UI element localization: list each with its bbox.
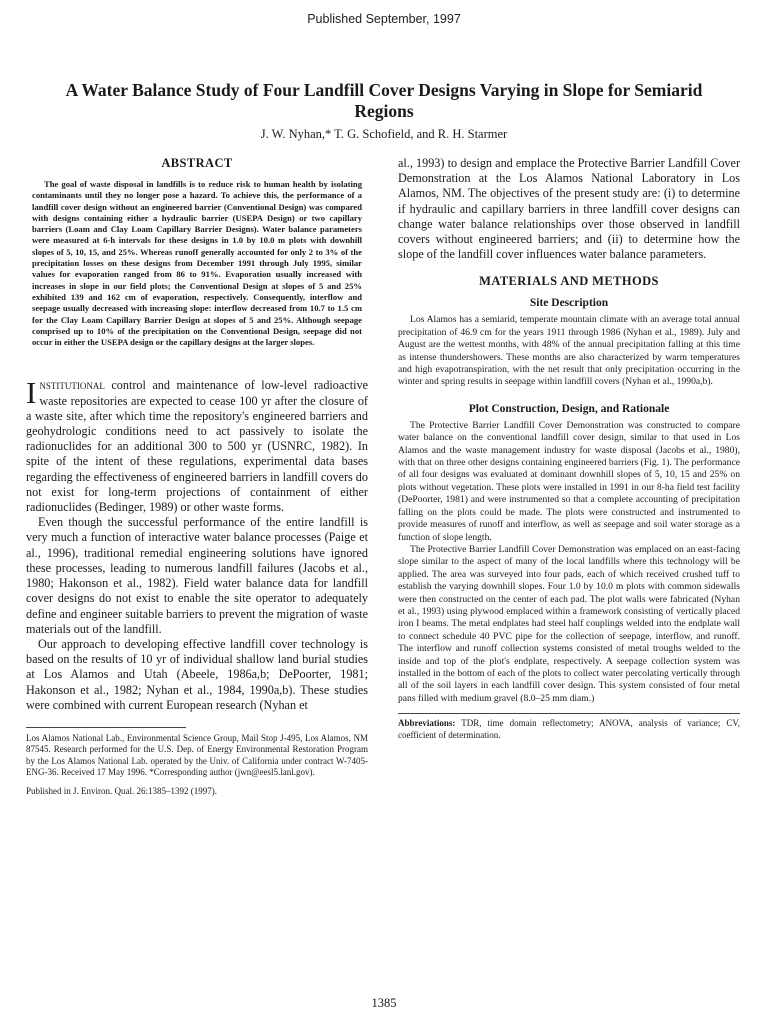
drop-cap: I [26,375,37,411]
publication-date: Published September, 1997 [307,12,461,26]
right-column [398,156,740,741]
abstract-text: The goal of waste disposal in landfills is to reduce risk to human health by isolating contaminants until they no longer pose a hazard. To achieve this, the performance of a landfill cover design without an engineered barrier (Conventional Design) was compared with designs containing either a hydraulic barrier (USEPA Design) or two capillary barriers (Loam and Clay Loam Capillary Barrier Designs). Water balance parameters were measured at 6-h intervals for these designs in 1.0 by 10.0 m plots with downhill slopes of 5, 10, 15, and 25%. Whereas runoff generally accounted for only 2 to 3% of the precipitation losses on these designs from December 1991 through July 1995, similar values for evaporation ranged from 86 to 91%. Evaporation usually increased with increases in slope in our field plots; the Conventional Design at slopes of 5 and 25% exhibited 139 and 162 cm of evaporation, respectively. Consequently, interflow and seepage usually decreased with increasing slope: interflow decreased from 10.7 to 1.5 cm for the Clay Loam Capillary Barrier Design at slopes of 5 and 25%. Although seepage comprised up to 10% of the precipitation on the Conventional Design, seepage did not occur in either the USEPA design or the capillary designs at the larger slopes. [32,179,362,348]
affiliation-footnote: Los Alamos National Lab., Environmental Science Group, Mail Stop J-495, Los Alamos, NM 87545. Research performed for the U.S. Dep. of Energy Environmental Restoration Program by the Los Alamos National Lab. operated by the Univ. of California under contract W-7405-ENG-36. Received 17 May 1996. *Corresponding author (jwn@eesl5.lanl.gov). [26,732,368,777]
intro-paragraph-2: Even though the successful performance of the entire landfill is very much a function of interactive water balance processes (Paige et al., 1996), traditional remedial engineering solutions have ignored these processes, leading to numerous landfill failures (Jacobs et al., 1980; Hakonson et al., 1982). Field water balance data for landfill cover designs do not exist to enable the site operator to adequately define and engineer suitable barriers to prevent the migration of waste materials out of the landfill. [26,515,368,636]
page-number: 1385 [371,996,397,1010]
abbreviations-note [398,718,740,741]
site-description-text: Los Alamos has a semiarid, temperate mountain climate with an average total annual precipitation of 46.9 cm for the years 1911 through 1986 (Nyhan et al., 1989). July and August are the wettest months, with 48% of the annual precipitation falling at this time as intense thundershowers. These months are also characterized by warm temperatures and high evapotranspiration, with the net result that only precipitation occurring in the winter and spring results in seepage within landfill covers (Nyhan et al., 1990a,b). [398,314,740,388]
citation-footnote: Published in J. Environ. Qual. 26:1385–1392 (1997). [26,786,217,797]
intro-smallcaps: nstitutional [39,378,105,393]
intro-paragraph-3-continued: al., 1993) to design and emplace the Protective Barrier Landfill Cover Demonstration at the Los Alamos National Laboratory in Los Alamos, NM. The objectives of the present study are: (i) to determine if hydraulic and capillary barriers in three landfill cover designs can change water balance relationships over those observed in landfill covers without engineered barriers; and (ii) to determine how the slope of the landfill cover influences water balance parameters. [398,156,740,262]
abbreviations-text: TDR, time domain reflectometry; ANOVA, analysis of variance; CV, coefficient of determination. [398,718,740,740]
plot-construction-paragraph-2: The Protective Barrier Landfill Cover Demonstration was emplaced on an east-facing slope similar to the aspect of many of the local landfills where this technology will be applied. The area was surveyed into four pads, each of which received crushed tuff to establish the varying downhill slopes. Four 1.0 by 10.0 m plots with common sidewalls were then constructed on the center of each pad. The plot walls were fabricated (Nyhan et al., 1993) using plywood emplaced within a framework consisting of vertically placed iron I beams. The metal endplates had steel half couplings welded into the endplate wall to connect schedule 40 PVC pipe for the collection of seepage, interflow, and runoff. The interflow and runoff collection systems consisted of metal troughs welded to the inside and top of the plot's endplate, respectively. A seepage collection system was installed in the bottom of each of the plots to collect water percolating vertically through all of the soil layers in each landfill cover design. This system consisted of four metal pans filled with medium gravel (8.0–25 mm diam.) [398,543,740,704]
left-column [26,156,368,797]
plot-construction-heading: Plot Construction, Design, and Rationale [468,402,670,415]
site-description-heading: Site Description [529,297,609,310]
plot-construction-paragraph-1: The Protective Barrier Landfill Cover Demonstration was constructed to compare water balance on the conventional landfill cover design, similar to that used in Los Alamos and the waste management industry for waste disposal (Jacobs et al., 1980), with that on three other designs containing engineered barriers (Fig. 1). The performance of all four designs was evaluated at dominant downhill slopes of 5, 10, 15 and 25% on plots without vegetation. These plots were installed in 1991 in our 8-ha field test facility (DePoorter, 1981) and were instrumented so that a complete accounting of precipitation falling on the plots could be made. The plots were constructed and instrumented to provide measures of runoff and interflow, as well as seepage and soil water storage as a function of slope length. [398,419,740,543]
paper-title: A Water Balance Study of Four Landfill Cover Designs Varying in Slope for Semiarid Regions [65,80,703,121]
abstract-heading: ABSTRACT [161,156,233,170]
abbreviations-label: Abbreviations: [398,718,456,729]
intro-paragraph-1-text: control and maintenance of low-level radioactive waste repositories are expected to cease 100 yr after the closure of a waste site, after which time the repository's engineered barriers and geohydrologic conditions need to act passively to isolate the radionuclides for an additional 300 to 500 yr (USNRC, 1982). In spite of the intent of these regulations, experimental data bases regarding the effectiveness of engineered barriers in landfill covers do not exist for long-term projections of containment of either radionuclides (Bedinger, 1989) or other waste forms. [26,378,368,515]
intro-paragraph-1 [26,375,368,515]
methods-heading: MATERIALS AND METHODS [479,274,659,289]
intro-paragraph-3: Our approach to developing effective landfill cover technology is based on the results of 10 yr of individual shallow land burial studies at Los Alamos and Utah (Abeele, 1986a,b; DePoorter, 1981; Hakonson et al., 1982; Nyhan et al., 1984, 1990a,b). These studies were combined with current European research (Nyhan et [26,636,368,712]
author-list: J. W. Nyhan,* T. G. Schofield, and R. H. Starmer [260,127,508,141]
